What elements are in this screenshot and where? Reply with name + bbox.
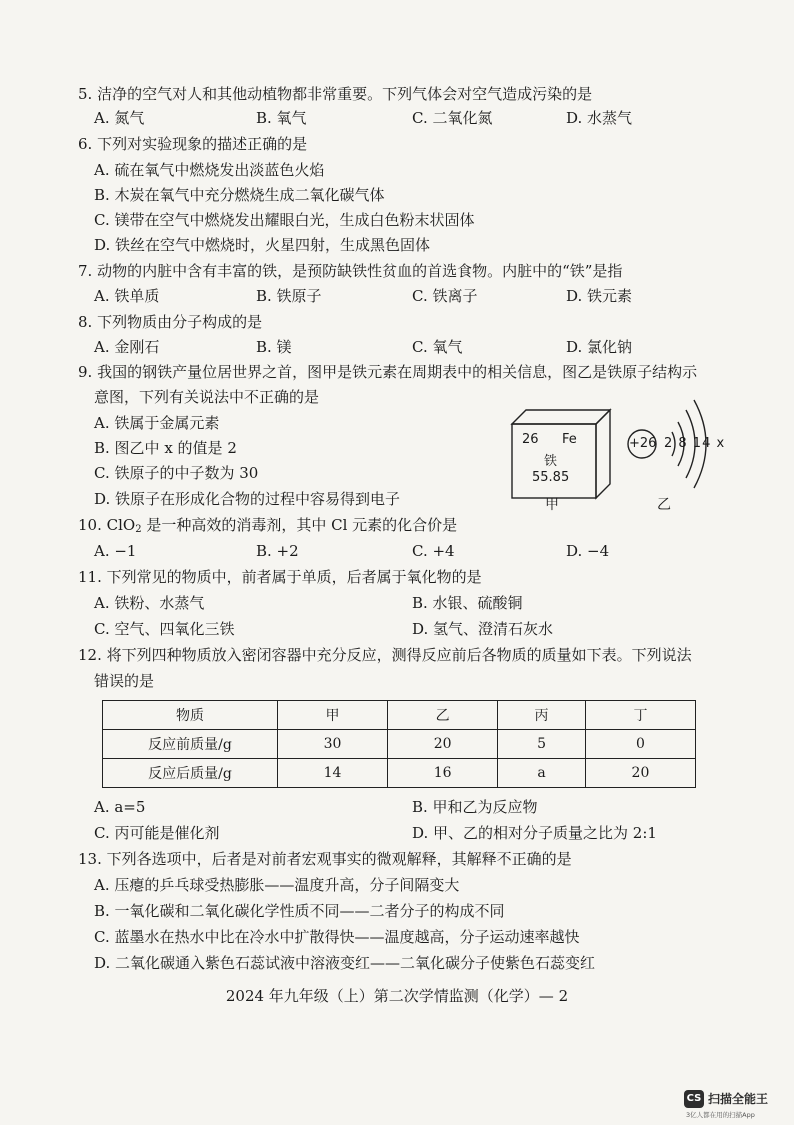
iron-element-cell: [510, 408, 638, 500]
q10-stem-post: 是一种高效的消毒剂，其中 Cl 元素的化合价是: [141, 516, 458, 534]
table-header-cell: 丁: [585, 701, 695, 730]
table-cell: 5: [498, 730, 586, 759]
q12-option-b: B. 甲和乙为反应物: [412, 798, 538, 816]
q12-option-c: C. 丙可能是催化剂: [94, 824, 220, 842]
q13-option-b: B. 一氧化碳和二氧化碳化学性质不同——二者分子的构成不同: [94, 902, 505, 920]
table-header-cell: 丙: [498, 701, 586, 730]
table-cell: 0: [585, 730, 695, 759]
table-cell: 30: [278, 730, 388, 759]
q5-option-a: A. 氮气: [94, 109, 145, 127]
figure-yi-caption: 乙: [657, 497, 671, 513]
q12-stem-line2: 错误的是: [94, 672, 155, 690]
table-header-row: [103, 701, 696, 730]
q9-option-c: C. 铁原子的中子数为 30: [94, 464, 259, 482]
element-name: 铁: [544, 454, 558, 469]
q10-option-a: A. −1: [94, 542, 137, 560]
q6-option-d: D. 铁丝在空气中燃烧时，火星四射，生成黑色固体: [94, 236, 431, 254]
table-header-cell: 甲: [278, 701, 388, 730]
q5-option-c: C. 二氧化氮: [412, 109, 493, 127]
q9-stem-line1: 9. 我国的钢铁产量位居世界之首，图甲是铁元素在周期表中的相关信息，图乙是铁原子结构示: [78, 363, 698, 381]
table-cell: 20: [585, 759, 695, 788]
q9-option-b: B. 图乙中 x 的值是 2: [94, 439, 237, 457]
q10-stem: [78, 515, 457, 540]
q10-subscript: 2: [135, 524, 142, 535]
q8-stem: 8. 下列物质由分子构成的是: [78, 313, 263, 331]
table-header-cell: 乙: [388, 701, 498, 730]
table-header-cell: 物质: [103, 701, 278, 730]
q11-option-c: C. 空气、四氧化三铁: [94, 620, 235, 638]
table-row: [103, 730, 696, 759]
cube-outline: [510, 408, 638, 500]
q12-stem-line1: 12. 将下列四种物质放入密闭容器中充分反应，测得反应前后各物质的质量如下表。下列说法: [78, 646, 692, 664]
q5-option-b: B. 氧气: [256, 109, 307, 127]
shell-electrons: 2 8 14 x: [664, 436, 726, 451]
q6-option-c: C. 镁带在空气中燃烧发出耀眼白光，生成白色粉末状固体: [94, 211, 475, 229]
q9-stem-line2: 意图，下列有关说法中不正确的是: [94, 388, 320, 406]
scanner-tagline: 3亿人都在用的扫描App: [686, 1111, 755, 1119]
q6-stem: 6. 下列对实验现象的描述正确的是: [78, 135, 308, 153]
q9-option-d: D. 铁原子在形成化合物的过程中容易得到电子: [94, 490, 401, 508]
mass-table: [102, 700, 696, 788]
q7-stem: 7. 动物的内脏中含有丰富的铁，是预防缺铁性贫血的首选食物。内脏中的“铁”是指: [78, 262, 623, 280]
q12-option-a: A. a=5: [94, 798, 146, 816]
table-cell: 20: [388, 730, 498, 759]
scanner-watermark: [684, 1088, 784, 1120]
q5-option-d: D. 水蒸气: [566, 109, 633, 127]
q10-option-b: B. +2: [256, 542, 299, 560]
q11-option-d: D. 氢气、澄清石灰水: [412, 620, 554, 638]
table-cell: 16: [388, 759, 498, 788]
nucleus-charge: +26: [629, 436, 657, 451]
q6-option-a: A. 硫在氧气中燃烧发出淡蓝色火焰: [94, 161, 325, 179]
q12-option-d: D. 甲、乙的相对分子质量之比为 2:1: [412, 824, 657, 842]
table-cell: 反应前质量/g: [103, 730, 278, 759]
q8-option-c: C. 氧气: [412, 338, 463, 356]
q8-option-a: A. 金刚石: [94, 338, 160, 356]
q10-option-d: D. −4: [566, 542, 610, 560]
camscanner-logo-icon: CS: [684, 1090, 704, 1108]
q7-option-d: D. 铁元素: [566, 287, 633, 305]
q13-option-c: C. 蓝墨水在热水中比在冷水中扩散得快——温度越高，分子运动速率越快: [94, 928, 580, 946]
q13-option-a: A. 压瘪的乒乓球受热膨胀——温度升高，分子间隔变大: [94, 876, 460, 894]
q6-option-b: B. 木炭在氧气中充分燃烧生成二氧化碳气体: [94, 186, 385, 204]
q11-option-b: B. 水银、硫酸铜: [412, 594, 523, 612]
q8-option-b: B. 镁: [256, 338, 292, 356]
q7-option-c: C. 铁离子: [412, 287, 478, 305]
page-footer: 2024 年九年级（上）第二次学情监测（化学）— 2: [225, 987, 569, 1005]
q7-option-a: A. 铁单质: [94, 287, 160, 305]
q11-option-a: A. 铁粉、水蒸气: [94, 594, 205, 612]
table-cell: a: [498, 759, 586, 788]
q13-option-d: D. 二氧化碳通入紫色石蕊试液中溶液变红——二氧化碳分子使紫色石蕊变红: [94, 954, 596, 972]
q11-stem: 11. 下列常见的物质中，前者属于单质，后者属于氧化物的是: [78, 568, 482, 586]
q10-stem-pre: 10. ClO: [78, 516, 136, 534]
atomic-mass: 55.85: [532, 470, 570, 485]
q9-option-a: A. 铁属于金属元素: [94, 414, 220, 432]
table-row: [103, 759, 696, 788]
q13-stem: 13. 下列各选项中，后者是对前者宏观事实的微观解释，其解释不正确的是: [78, 850, 572, 868]
table-cell: 反应后质量/g: [103, 759, 278, 788]
scanner-app-name: 扫描全能王: [708, 1092, 769, 1106]
element-symbol: Fe: [562, 432, 577, 447]
q10-option-c: C. +4: [412, 542, 455, 560]
atomic-number: 26: [522, 432, 539, 447]
table-cell: 14: [278, 759, 388, 788]
q7-option-b: B. 铁原子: [256, 287, 322, 305]
figure-jia-caption: 甲: [545, 497, 559, 513]
iron-atom-structure: [620, 396, 730, 490]
q8-option-d: D. 氯化钠: [566, 338, 633, 356]
q5-stem: 5. 洁净的空气对人和其他动植物都非常重要。下列气体会对空气造成污染的是: [78, 85, 593, 103]
